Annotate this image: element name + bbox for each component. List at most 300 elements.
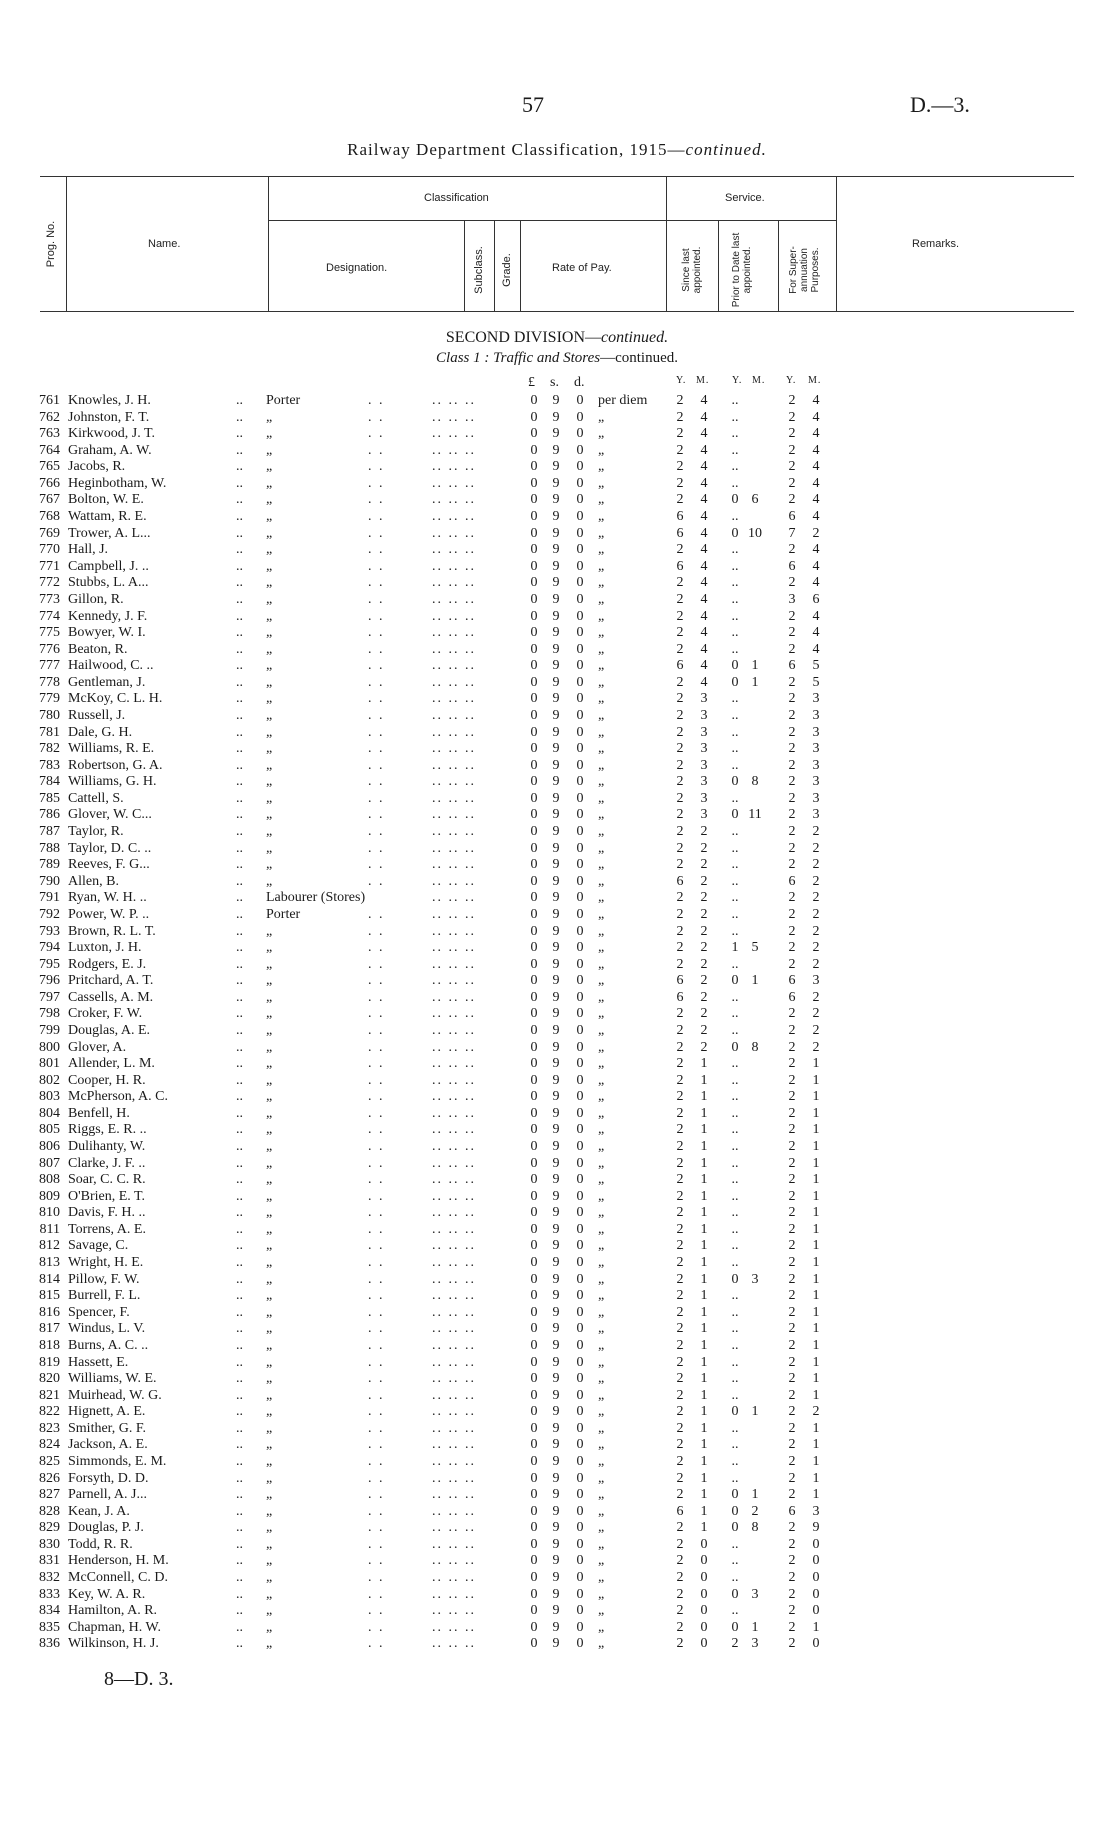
table-row	[0, 824, 1114, 841]
prior-months: 3	[751, 1636, 759, 1652]
pay-period: „	[598, 906, 605, 922]
designation: „	[266, 1172, 273, 1188]
staff-name: Rodgers, E. J.	[68, 956, 147, 972]
leader-dots: . .	[368, 1039, 385, 1055]
pay-pounds: 0	[530, 1072, 538, 1088]
super-years: 2	[788, 1520, 796, 1536]
super-years: 2	[788, 1188, 796, 1204]
leader-dots: . .	[368, 940, 385, 956]
prog-number: 814	[39, 1271, 60, 1287]
pay-period: „	[598, 1371, 605, 1387]
super-years: 2	[788, 492, 796, 508]
pay-pounds: 0	[530, 1503, 538, 1519]
pay-period: „	[598, 1603, 605, 1619]
prog-number: 768	[39, 509, 60, 525]
pay-pounds: 0	[530, 1354, 538, 1370]
prior-months: 5	[751, 940, 759, 956]
pay-shillings: 9	[552, 1122, 560, 1138]
super-years: 2	[788, 1105, 796, 1121]
pay-shillings: 9	[552, 1570, 560, 1586]
pay-pence: 0	[576, 707, 584, 723]
leader-dots: . .	[368, 674, 385, 690]
pay-pounds: 0	[530, 591, 538, 607]
super-months: 1	[812, 1371, 820, 1387]
leader-dots: . .	[368, 1056, 385, 1072]
prior-years: ..	[731, 906, 739, 922]
prog-number: 817	[39, 1321, 60, 1337]
since-years: 2	[676, 1255, 684, 1271]
prior-years: ..	[731, 1056, 739, 1072]
since-months: 0	[700, 1570, 708, 1586]
leader-dots: . .	[368, 1072, 385, 1088]
super-years: 2	[788, 1619, 796, 1635]
since-months: 4	[700, 409, 708, 425]
pay-pounds: 0	[530, 1056, 538, 1072]
header-designation: Designation.	[326, 262, 388, 274]
since-years: 6	[676, 973, 684, 989]
super-years: 2	[788, 1122, 796, 1138]
leader-dots: ..	[236, 459, 243, 475]
table-row	[0, 459, 1114, 476]
prior-years: ..	[731, 989, 739, 1005]
prog-number: 781	[39, 724, 60, 740]
pay-period: „	[598, 1255, 605, 1271]
pay-period: „	[598, 1454, 605, 1469]
prior-years: 0	[731, 1586, 739, 1602]
class-name: Traffic and Stores	[493, 350, 601, 366]
staff-name: Robertson, G. A.	[68, 757, 163, 773]
super-years: 2	[788, 1155, 796, 1171]
super-months: 4	[812, 442, 820, 458]
since-years: 2	[676, 1089, 684, 1105]
pay-pounds: 0	[530, 741, 538, 757]
pay-pounds: 0	[530, 1172, 538, 1188]
leader-dots: .. .. ..	[432, 1172, 476, 1188]
designation: „	[266, 1553, 273, 1569]
table-row	[0, 874, 1114, 891]
table-row	[0, 758, 1114, 775]
since-years: 2	[676, 857, 684, 873]
designation: „	[266, 1536, 273, 1552]
prior-years: 0	[731, 1271, 739, 1287]
service-rule	[666, 220, 836, 221]
leader-dots: . .	[368, 393, 385, 408]
since-months: 2	[700, 940, 708, 956]
unit-month-super: M.	[808, 375, 822, 386]
prog-number: 812	[39, 1238, 60, 1254]
since-years: 2	[676, 393, 684, 408]
prior-years: ..	[731, 1255, 739, 1271]
pay-shillings: 9	[552, 757, 560, 773]
staff-name: Glover, W. C...	[68, 807, 152, 823]
since-years: 2	[676, 459, 684, 475]
since-months: 2	[700, 1006, 708, 1022]
since-months: 4	[700, 658, 708, 674]
since-months: 1	[700, 1437, 708, 1453]
leader-dots: . .	[368, 641, 385, 657]
prior-months: 11	[748, 807, 762, 823]
pay-period: „	[598, 757, 605, 773]
leader-dots: . .	[368, 973, 385, 989]
leader-dots: ..	[236, 1387, 243, 1403]
since-months: 4	[700, 575, 708, 591]
designation: „	[266, 641, 273, 657]
pay-period: „	[598, 1172, 605, 1188]
super-months: 0	[812, 1536, 820, 1552]
super-months: 0	[812, 1553, 820, 1569]
since-months: 0	[700, 1536, 708, 1552]
pay-shillings: 9	[552, 1371, 560, 1387]
pay-period: „	[598, 641, 605, 657]
leader-dots: ..	[236, 906, 243, 922]
since-years: 6	[676, 658, 684, 674]
leader-dots: ..	[236, 625, 243, 641]
since-years: 2	[676, 906, 684, 922]
pay-pounds: 0	[530, 1221, 538, 1237]
since-months: 2	[700, 923, 708, 939]
prior-years: ..	[731, 890, 739, 906]
pay-pence: 0	[576, 1586, 584, 1602]
pay-pounds: 0	[530, 575, 538, 591]
table-row	[0, 791, 1114, 808]
page-title	[0, 140, 1114, 160]
leader-dots: .. .. ..	[432, 459, 476, 475]
pay-shillings: 9	[552, 1039, 560, 1055]
table-row	[0, 675, 1114, 692]
since-months: 0	[700, 1619, 708, 1635]
since-years: 2	[676, 1072, 684, 1088]
pay-pence: 0	[576, 757, 584, 773]
pay-pounds: 0	[530, 1603, 538, 1619]
staff-name: Savage, C.	[68, 1238, 129, 1254]
prior-years: ..	[731, 1172, 739, 1188]
table-row	[0, 1587, 1114, 1604]
pay-period: „	[598, 591, 605, 607]
staff-name: Gentleman, J.	[68, 674, 146, 690]
since-years: 2	[676, 1420, 684, 1436]
table-row	[0, 410, 1114, 427]
pay-pounds: 0	[530, 1586, 538, 1602]
staff-name: McConnell, C. D.	[68, 1570, 168, 1586]
since-years: 2	[676, 1636, 684, 1652]
since-years: 2	[676, 1520, 684, 1536]
super-years: 2	[788, 1570, 796, 1586]
leader-dots: ..	[236, 1039, 243, 1055]
pay-shillings: 9	[552, 1321, 560, 1337]
super-months: 4	[812, 625, 820, 641]
pay-period: „	[598, 840, 605, 856]
since-months: 1	[700, 1089, 708, 1105]
prog-number: 822	[39, 1404, 60, 1420]
table-row	[0, 1056, 1114, 1073]
super-years: 2	[788, 741, 796, 757]
prog-number: 800	[39, 1039, 60, 1055]
staff-name: Beaton, R.	[68, 641, 128, 657]
pay-period: „	[598, 509, 605, 525]
since-years: 2	[676, 923, 684, 939]
since-col-rule	[718, 220, 719, 311]
pay-period: „	[598, 989, 605, 1005]
since-months: 1	[700, 1304, 708, 1320]
prior-years: ..	[731, 591, 739, 607]
super-months: 1	[812, 1172, 820, 1188]
prior-years: ..	[731, 1188, 739, 1204]
super-months: 4	[812, 641, 820, 657]
super-months: 3	[812, 774, 820, 790]
leader-dots: . .	[368, 509, 385, 525]
since-years: 2	[676, 1022, 684, 1038]
pay-period: „	[598, 724, 605, 740]
super-months: 1	[812, 1470, 820, 1486]
prior-months: 3	[751, 1586, 759, 1602]
prior-years: ..	[731, 1221, 739, 1237]
division-suffix: continued.	[601, 329, 669, 346]
since-years: 2	[676, 1337, 684, 1353]
leader-dots: ..	[236, 1354, 243, 1370]
designation: „	[266, 724, 273, 740]
table-row	[0, 1504, 1114, 1521]
pay-pounds: 0	[530, 707, 538, 723]
staff-name: Reeves, F. G...	[68, 857, 150, 873]
pay-shillings: 9	[552, 591, 560, 607]
super-months: 4	[812, 393, 820, 408]
pay-shillings: 9	[552, 989, 560, 1005]
super-years: 2	[788, 459, 796, 475]
leader-dots: ..	[236, 857, 243, 873]
since-months: 1	[700, 1255, 708, 1271]
staff-name: McKoy, C. L. H.	[68, 691, 163, 707]
designation: „	[266, 1520, 273, 1536]
pay-pounds: 0	[530, 625, 538, 641]
since-months: 3	[700, 757, 708, 773]
pay-shillings: 9	[552, 1454, 560, 1469]
pay-shillings: 9	[552, 525, 560, 541]
super-months: 4	[812, 426, 820, 442]
pay-pence: 0	[576, 393, 584, 408]
super-years: 2	[788, 1089, 796, 1105]
pay-shillings: 9	[552, 1354, 560, 1370]
super-months: 2	[812, 824, 820, 840]
leader-dots: ..	[236, 1636, 243, 1652]
pay-pounds: 0	[530, 1089, 538, 1105]
table-row	[0, 1156, 1114, 1173]
pay-period: „	[598, 1022, 605, 1038]
pay-shillings: 9	[552, 442, 560, 458]
super-months: 1	[812, 1304, 820, 1320]
designation: „	[266, 1420, 273, 1436]
designation: „	[266, 873, 273, 889]
leader-dots: . .	[368, 1105, 385, 1121]
leader-dots: . .	[368, 1337, 385, 1353]
pay-pence: 0	[576, 774, 584, 790]
super-months: 3	[812, 741, 820, 757]
prog-number: 782	[39, 741, 60, 757]
header-name: Name.	[148, 238, 181, 250]
since-years: 2	[676, 1155, 684, 1171]
super-years: 6	[788, 658, 796, 674]
pay-pence: 0	[576, 1619, 584, 1635]
pay-pence: 0	[576, 973, 584, 989]
pay-pence: 0	[576, 575, 584, 591]
leader-dots: . .	[368, 1586, 385, 1602]
prior-years: ..	[731, 393, 739, 408]
since-months: 1	[700, 1454, 708, 1469]
super-years: 2	[788, 1039, 796, 1055]
pay-shillings: 9	[552, 1072, 560, 1088]
designation: „	[266, 757, 273, 773]
super-months: 1	[812, 1337, 820, 1353]
table-row	[0, 1620, 1114, 1637]
table-row	[0, 741, 1114, 758]
super-years: 2	[788, 1404, 796, 1420]
since-years: 2	[676, 1387, 684, 1403]
since-years: 2	[676, 1105, 684, 1121]
staff-name: Bolton, W. E.	[68, 492, 144, 508]
prior-years: ..	[731, 641, 739, 657]
prior-years: 0	[731, 1404, 739, 1420]
pay-period: „	[598, 1636, 605, 1652]
pay-shillings: 9	[552, 1205, 560, 1221]
prior-years: 0	[731, 1520, 739, 1536]
leader-dots: ..	[236, 442, 243, 458]
prior-years: ..	[731, 625, 739, 641]
prog-number: 827	[39, 1487, 60, 1503]
staff-name: Brown, R. L. T.	[68, 923, 156, 939]
leader-dots: .. .. ..	[432, 393, 476, 408]
since-months: 2	[700, 989, 708, 1005]
pay-shillings: 9	[552, 1619, 560, 1635]
pay-pence: 0	[576, 741, 584, 757]
super-months: 3	[812, 807, 820, 823]
designation: „	[266, 1056, 273, 1072]
pay-shillings: 9	[552, 1420, 560, 1436]
prior-years: ..	[731, 741, 739, 757]
staff-name: Hignett, A. E.	[68, 1404, 146, 1420]
since-months: 4	[700, 525, 708, 541]
pay-period: „	[598, 575, 605, 591]
pay-shillings: 9	[552, 1022, 560, 1038]
prior-years: ..	[731, 691, 739, 707]
prior-years: ..	[731, 1470, 739, 1486]
prog-number: 824	[39, 1437, 60, 1453]
leader-dots: . .	[368, 1354, 385, 1370]
pay-period: „	[598, 1039, 605, 1055]
pay-shillings: 9	[552, 1172, 560, 1188]
pay-pounds: 0	[530, 1636, 538, 1652]
pay-pounds: 0	[530, 790, 538, 806]
leader-dots: ..	[236, 1321, 243, 1337]
header-since-last-appointed: Since last appointed.	[681, 246, 703, 294]
leader-dots: .. .. ..	[432, 1072, 476, 1088]
leader-dots: . .	[368, 1122, 385, 1138]
super-years: 2	[788, 890, 796, 906]
leader-dots: ..	[236, 1172, 243, 1188]
leader-dots: ..	[236, 525, 243, 541]
prior-years: 0	[731, 1619, 739, 1635]
staff-name: Wilkinson, H. J.	[68, 1636, 159, 1652]
super-years: 2	[788, 1636, 796, 1652]
super-years: 2	[788, 1321, 796, 1337]
table-row	[0, 957, 1114, 974]
leader-dots: ..	[236, 790, 243, 806]
since-years: 2	[676, 1321, 684, 1337]
staff-name: Taylor, R.	[68, 824, 124, 840]
prior-years: ..	[731, 608, 739, 624]
super-months: 1	[812, 1354, 820, 1370]
super-months: 2	[812, 906, 820, 922]
pay-pence: 0	[576, 873, 584, 889]
prog-number: 804	[39, 1105, 60, 1121]
prog-number: 765	[39, 459, 60, 475]
super-years: 2	[788, 1454, 796, 1469]
table-row	[0, 1189, 1114, 1206]
pay-pence: 0	[576, 1337, 584, 1353]
table-row	[0, 1023, 1114, 1040]
pay-pence: 0	[576, 1553, 584, 1569]
staff-name: Torrens, A. E.	[68, 1221, 146, 1237]
service-col-rule	[836, 176, 837, 311]
leader-dots: ..	[236, 1470, 243, 1486]
pay-period: „	[598, 790, 605, 806]
pay-pounds: 0	[530, 774, 538, 790]
prior-months: 1	[751, 973, 759, 989]
table-row	[0, 1139, 1114, 1156]
leader-dots: .. .. ..	[432, 625, 476, 641]
designation: „	[266, 426, 273, 442]
super-months: 1	[812, 1619, 820, 1635]
designation: „	[266, 525, 273, 541]
since-years: 2	[676, 608, 684, 624]
super-years: 2	[788, 1536, 796, 1552]
prog-number: 831	[39, 1553, 60, 1569]
since-years: 2	[676, 641, 684, 657]
prior-years: ..	[731, 1553, 739, 1569]
staff-name: Kean, J. A.	[68, 1503, 130, 1519]
pay-shillings: 9	[552, 923, 560, 939]
pay-shillings: 9	[552, 492, 560, 508]
pay-pence: 0	[576, 890, 584, 906]
prior-years: ..	[731, 1122, 739, 1138]
pay-period: „	[598, 475, 605, 491]
prog-number: 763	[39, 426, 60, 442]
pay-shillings: 9	[552, 1603, 560, 1619]
super-years: 2	[788, 707, 796, 723]
designation: „	[266, 1139, 273, 1155]
since-months: 2	[700, 956, 708, 972]
super-years: 2	[788, 625, 796, 641]
designation: „	[266, 1371, 273, 1387]
prior-years: 0	[731, 674, 739, 690]
table-row	[0, 940, 1114, 957]
leader-dots: ..	[236, 1056, 243, 1072]
leader-dots: .. .. ..	[432, 857, 476, 873]
prior-months: 2	[751, 1503, 759, 1519]
super-months: 1	[812, 1122, 820, 1138]
since-months: 1	[700, 1122, 708, 1138]
pay-pence: 0	[576, 558, 584, 574]
pay-pence: 0	[576, 1022, 584, 1038]
super-months: 1	[812, 1105, 820, 1121]
pay-period: „	[598, 1238, 605, 1254]
pay-period: „	[598, 1122, 605, 1138]
leader-dots: . .	[368, 1387, 385, 1403]
prior-years: ..	[731, 1238, 739, 1254]
leader-dots: .. .. ..	[432, 1321, 476, 1337]
since-months: 2	[700, 1039, 708, 1055]
leader-dots: ..	[236, 1371, 243, 1387]
pay-period: „	[598, 1337, 605, 1353]
pay-shillings: 9	[552, 1553, 560, 1569]
